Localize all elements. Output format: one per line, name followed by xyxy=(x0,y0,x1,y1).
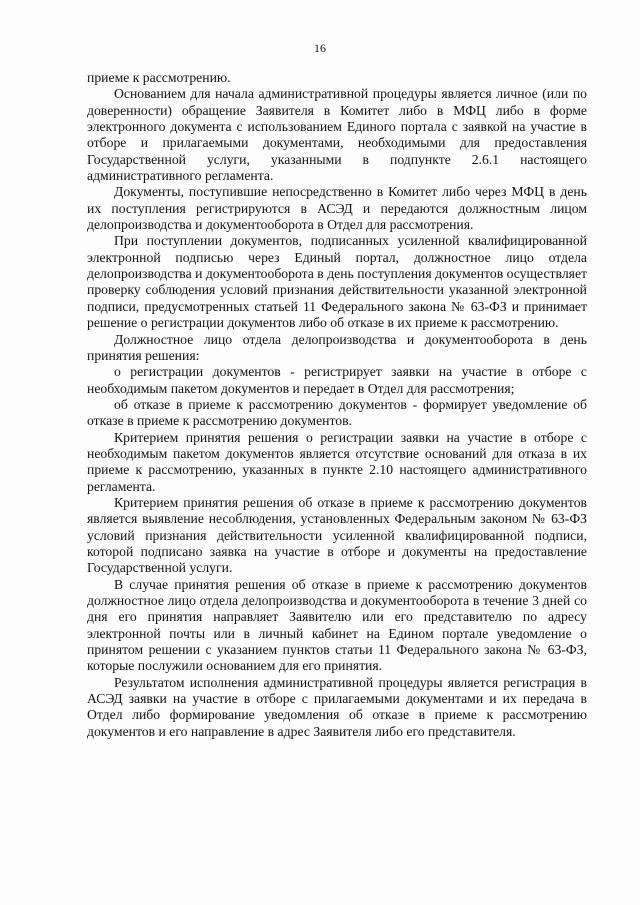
paragraph-8: Критерием принятия решения о регистрации заявки на участие в отборе с необходимым пакетом документов является отсутствие оснований для отказа в их приеме к рассмотрению, указанных в пункте 2.10 настоящего административного регламента. xyxy=(87,429,587,494)
document-body xyxy=(87,70,587,740)
paragraph-7: об отказе в приеме к рассмотрению документов - формирует уведомление об отказе в приеме к рассмотрению документов. xyxy=(87,396,587,429)
page-number: 16 xyxy=(314,41,326,55)
paragraph-4: При поступлении документов, подписанных усиленной квалифицированной электронной подписью через Единый портал, должностное лицо отдела делопроизводства и документооборота в день поступления документов осуществляет проверку соблюдения условий признания действительности указанной электронной подписи, предусмотренных статьей 11 Федерального закона № 63-ФЗ и принимает решение о регистрации документов либо об отказе в их приеме к рассмотрению. xyxy=(87,233,587,331)
paragraph-10: В случае принятия решения об отказе в приеме к рассмотрению документов должностное лицо отдела делопроизводства и документооборота в течение 3 дней со дня его принятия направляет Заявителю или его представителю по адресу электронной почты или в личный кабинет на Едином портале уведомление о принятом решении с указанием пунктов статьи 11 Федерального закона № 63-ФЗ, которые послужили основанием для его принятия. xyxy=(87,576,587,674)
paragraph-3: Документы, поступившие непосредственно в Комитет либо через МФЦ в день их поступления регистрируются в АСЭД и передаются должностным лицом делопроизводства и документооборота в Отдел для рассмотрения. xyxy=(87,184,587,233)
paragraph-6: о регистрации документов - регистрирует заявки на участие в отборе с необходимым пакетом документов и передает в Отдел для рассмотрения; xyxy=(87,364,587,396)
paragraph-11: Результатом исполнения административной процедуры является регистрация в АСЭД заявки на участие в отборе с прилагаемыми документами и их передача в Отдел либо формирование уведомления об отказе в приеме к рассмотрению документов и его направление в адрес Заявителя либо его представителя. xyxy=(87,674,587,739)
paragraph-1: приеме к рассмотрению. xyxy=(87,70,231,85)
paragraph-5: Должностное лицо отдела делопроизводства и документооборота в день принятия решения: xyxy=(87,331,587,363)
paragraph-9: Критерием принятия решения об отказе в приеме к рассмотрению документов является выявление несоблюдения, установленных Федеральным законом № 63-ФЗ условий признания действительности усиленной квалифицированной подписи, которой подписано заявка на участие в отборе и документы на предоставление Государственной услуги. xyxy=(87,494,587,576)
paragraph-2: Основанием для начала административной процедуры является личное (или по доверенности) обращение Заявителя в Комитет либо в МФЦ либо в форме электронного документа с использованием Единого портала с заявкой на участие в отборе и прилагаемыми документами, необходимыми для предоставления Государственной услуги, указанными в подпункте 2.6.1 настоящего административного регламента. xyxy=(87,86,587,184)
